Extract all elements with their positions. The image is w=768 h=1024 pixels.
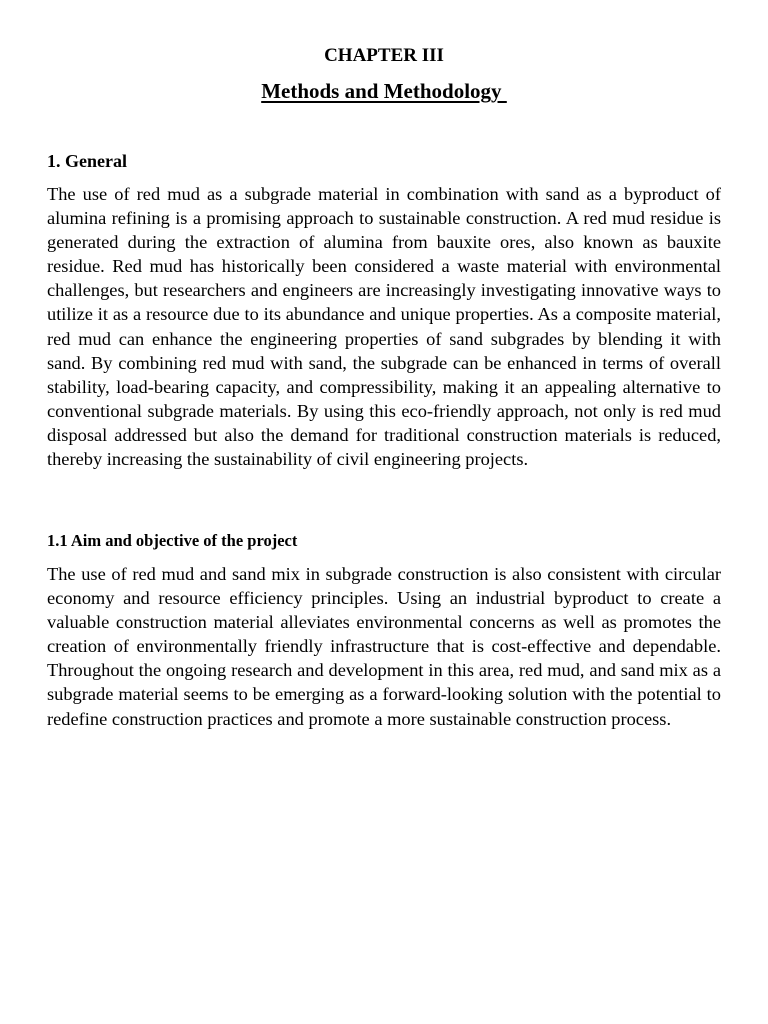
- section-paragraph-general: The use of red mud as a subgrade material in combination with sand as a byproduct of alumina refining is a promising approach to sustainable construction. A red mud residue is generated during the extraction of alumina from bauxite ores, also known as bauxite residue. Red mud has historically been considered a waste material with environmental challenges, but researchers and engineers are increasingly investigating innovative ways to utilize it as a resource due to its abundance and unique properties. As a composite material, red mud can enhance the engineering properties of sand subgrades by blending it with sand. By combining red mud with sand, the subgrade can be enhanced in terms of overall stability, load-bearing capacity, and compressibility, making it an appealing alternative to conventional subgrade materials. By using this eco-friendly approach, not only is red mud disposal addressed but also the demand for traditional construction materials is reduced, thereby increasing the sustainability of civil engineering projects.: [47, 184, 721, 470]
- chapter-title: [0, 79, 768, 103]
- chapter-label: CHAPTER III: [324, 45, 444, 66]
- section-paragraph-aim-objective: The use of red mud and sand mix in subgrade construction is also consistent with circular economy and resource efficiency principles. Using an industrial byproduct to create a valuable construction material alleviates environmental concerns as well as promotes the creation of environmentally friendly infrastructure that is cost-effective and dependable. Throughout the ongoing research and development in this area, red mud, and sand mix as a subgrade material seems to be emerging as a forward-looking solution with the potential to redefine construction practices and promote a more sustainable construction process.: [47, 564, 721, 729]
- section-heading-general: 1. General: [47, 151, 127, 171]
- chapter-title-text: Methods and Methodology: [261, 79, 507, 103]
- section-heading-aim-objective: 1.1 Aim and objective of the project: [47, 531, 298, 550]
